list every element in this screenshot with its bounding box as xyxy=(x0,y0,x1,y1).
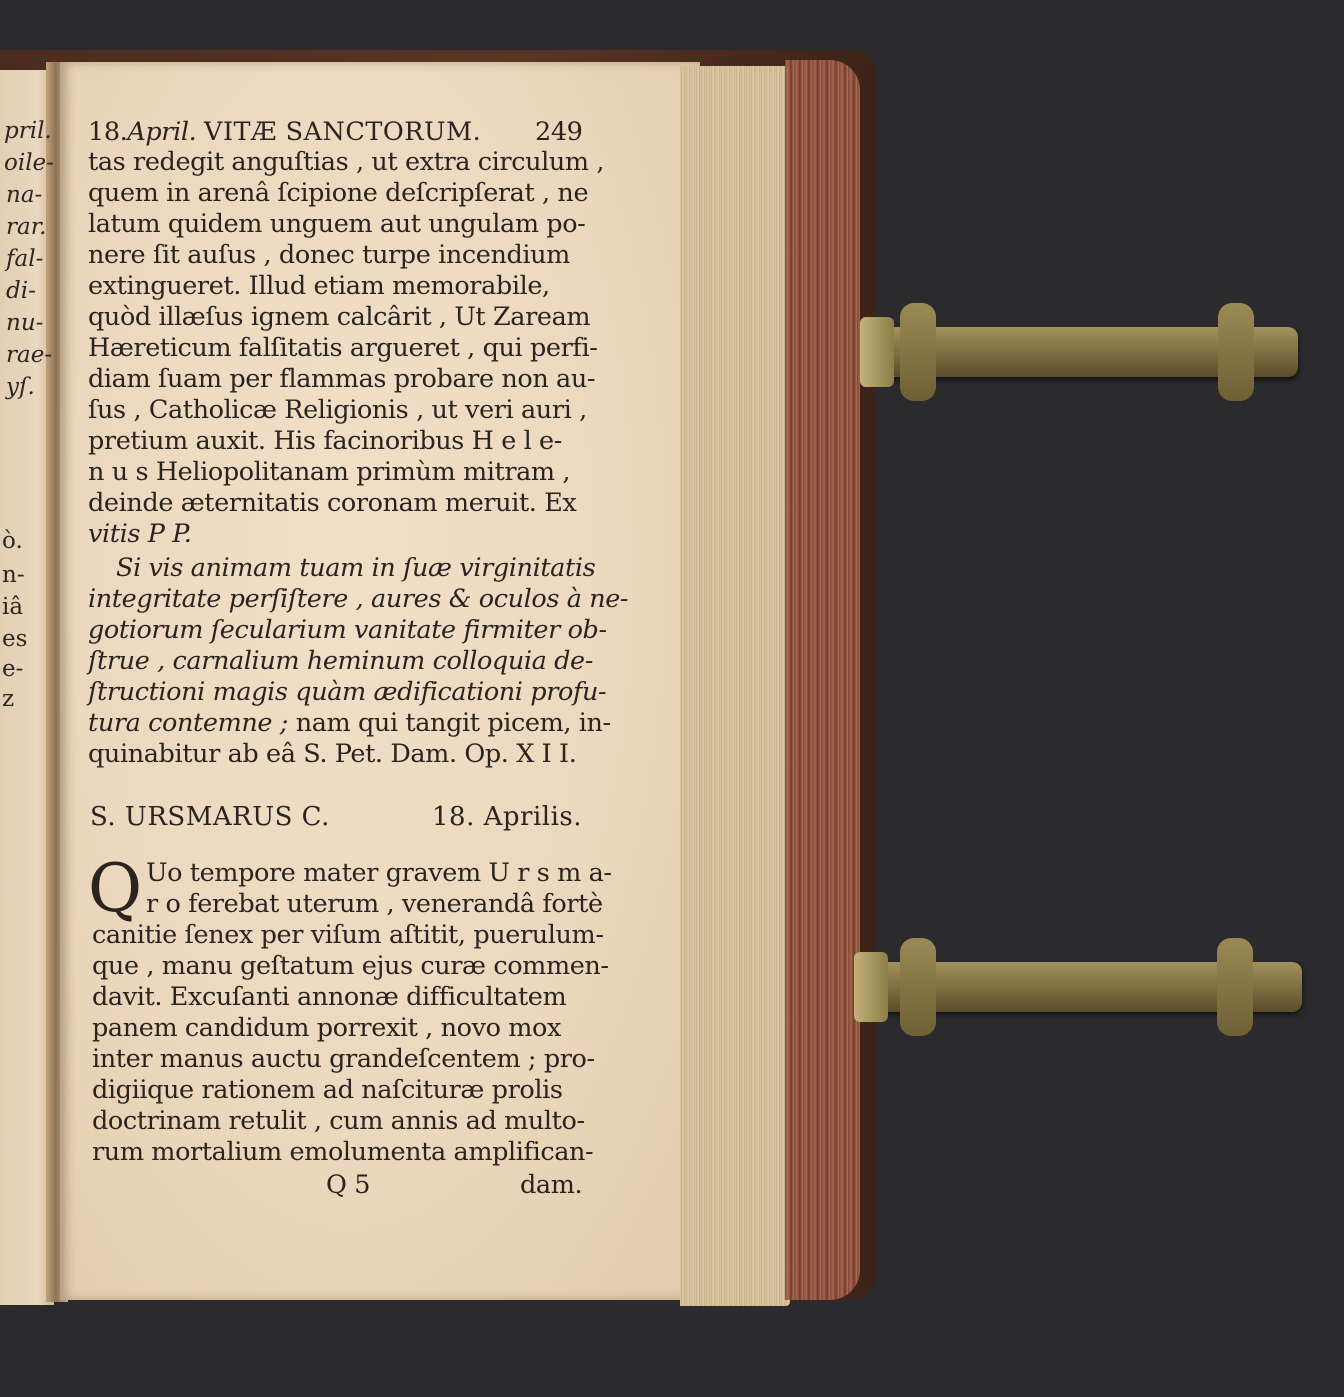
running-head-title: VITÆ SANCTORUM. xyxy=(204,117,482,147)
roman-fragment: nam qui tangit picem, in- xyxy=(295,708,611,738)
text-line: que , manu geſtatum ejus curæ commen- xyxy=(92,951,609,981)
text-line: davit. Excuſanti annonæ difficultatem xyxy=(92,982,567,1012)
running-head xyxy=(88,117,481,147)
italic-line: ſtructioni magis quàm ædificationi profu- xyxy=(88,677,607,707)
catchword: dam. xyxy=(520,1170,583,1200)
text-line: pretium auxit. His facinoribus H e l e- xyxy=(88,426,562,456)
italic-line: Si vis animam tuam in ſuæ virginitatis xyxy=(116,553,596,583)
text-line: inter manus auctu grandeſcentem ; pro- xyxy=(92,1044,595,1074)
left-fragment: pril. xyxy=(4,118,52,144)
section-heading-date xyxy=(432,802,582,832)
left-fragment: rae- xyxy=(6,342,53,368)
text-line: vitis P P. xyxy=(88,519,192,549)
text-line: deinde æternitatis coronam meruit. Ex xyxy=(88,488,577,518)
italic-line: gotiorum ſecularium vanitate firmiter ob- xyxy=(88,615,607,645)
left-fragment: fal- xyxy=(6,246,44,272)
left-fragment: z xyxy=(2,686,15,712)
drop-cap: Q xyxy=(88,850,143,927)
text-line: panem candidum porrexit , novo mox xyxy=(92,1013,561,1043)
left-fragment: nu- xyxy=(6,310,44,336)
mixed-line xyxy=(88,708,611,738)
italic-fragment: tura contemne ; xyxy=(88,708,288,738)
clasp-hinge-icon xyxy=(854,952,888,1022)
italic-line: ſtrue , carnalium heminum colloquia de- xyxy=(88,646,593,676)
text-line: quòd illæſus ignem calcârit , Ut Zaream xyxy=(88,302,591,332)
clasp-knob-icon xyxy=(900,303,936,401)
left-fragment: iâ xyxy=(2,594,24,620)
clasp-knob-icon xyxy=(1218,303,1254,401)
section-heading-name: S. URSMARUS C. xyxy=(90,802,330,832)
page-number: 249 xyxy=(535,117,583,147)
text-line: canitie ſenex per viſum aſtitit, puerulum- xyxy=(92,920,604,950)
section-heading-date-text: 18. Aprilis. xyxy=(432,802,583,832)
left-fragment: e- xyxy=(2,656,24,682)
clasp-knob-icon xyxy=(1217,938,1253,1036)
text-line: n u s Heliopolitanam primùm mitram , xyxy=(88,457,571,487)
text-line: doctrinam retulit , cum annis ad multo- xyxy=(92,1106,585,1136)
brass-clasp-top xyxy=(868,327,1298,377)
text-line: quinabitur ab eâ S. Pet. Dam. Op. X I I. xyxy=(88,739,577,769)
left-fragment: es xyxy=(2,626,28,652)
red-stained-fore-edge xyxy=(785,60,860,1300)
brass-clasp-bottom xyxy=(862,962,1302,1012)
left-fragment: ò. xyxy=(2,528,23,554)
text-line: quem in arenâ ſcipione deſcripſerat , ne xyxy=(88,178,589,208)
running-head-month: April. xyxy=(127,117,197,147)
running-head-date: 18. xyxy=(88,117,128,147)
italic-line: integritate perſiſtere , aures & oculos à ne- xyxy=(88,584,629,614)
text-line: ſus , Catholicæ Religionis , ut veri auri , xyxy=(88,395,587,425)
page-block-edges xyxy=(680,66,790,1306)
text-line: Hæreticum falſitatis argueret , qui perfi- xyxy=(88,333,598,363)
left-fragment: n- xyxy=(2,562,25,588)
text-line: tas redegit anguſtias , ut extra circulum , xyxy=(88,147,605,177)
text-line: extingueret. Illud etiam memorabile, xyxy=(88,271,550,301)
left-fragment: rar. xyxy=(6,214,47,240)
left-fragment: di- xyxy=(6,278,36,304)
clasp-hinge-icon xyxy=(860,317,894,387)
left-fragment: na- xyxy=(6,182,43,208)
left-fragment: oile- xyxy=(4,150,54,176)
text-line: rum mortalium emolumenta amplifican- xyxy=(92,1137,594,1167)
text-line: nere ſit auſus , donec turpe incendium xyxy=(88,240,570,270)
signature-mark: Q 5 xyxy=(326,1170,371,1200)
text-line: diam ſuam per flammas probare non au- xyxy=(88,364,596,394)
text-line: latum quidem unguem aut ungulam po- xyxy=(88,209,586,239)
clasp-knob-icon xyxy=(900,938,936,1036)
left-fragment: yſ. xyxy=(6,374,35,400)
text-line: r o ferebat uterum , venerandâ fortè xyxy=(146,889,603,919)
text-line: Uo tempore mater gravem U r s m a- xyxy=(146,858,612,888)
text-line: digiique rationem ad naſcituræ prolis xyxy=(92,1075,563,1105)
